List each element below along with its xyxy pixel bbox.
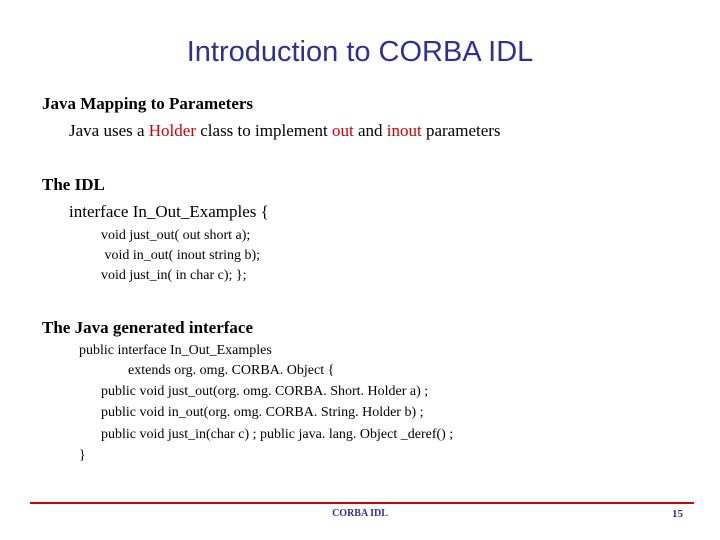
page-number: 15	[672, 508, 683, 520]
text-part: parameters	[421, 121, 501, 140]
slide-title: Introduction to CORBA IDL	[186, 36, 534, 68]
inout-keyword: inout	[386, 121, 422, 140]
text-part: and	[353, 121, 387, 140]
section-heading-idl: The IDL	[42, 175, 105, 194]
idl-method-line: void in_out( inout string b);	[101, 248, 261, 263]
section-heading-java-mapping: Java Mapping to Parameters	[42, 94, 254, 113]
footer-label: CORBA IDL	[332, 508, 388, 519]
holder-description	[69, 121, 501, 141]
java-code-line: public void in_out(org. omg. CORBA. String. Holder b) ;	[101, 405, 424, 420]
footer-divider	[30, 502, 694, 504]
idl-method-line: void just_in( in char c); };	[101, 268, 247, 283]
out-keyword: out	[331, 121, 354, 140]
section-heading-java-generated: The Java generated interface	[42, 318, 254, 337]
java-code-line: public void just_out(org. omg. CORBA. Short. Holder a) ;	[101, 384, 429, 399]
java-code-line: public void just_in(char c) ; public java. lang. Object _deref() ;	[101, 427, 454, 442]
idl-method-line: void just_out( out short a);	[101, 228, 251, 243]
java-code-closing-brace: }	[79, 448, 86, 463]
java-code-line: extends org. omg. CORBA. Object {	[128, 363, 335, 378]
idl-interface-declaration: interface In_Out_Examples {	[69, 202, 269, 221]
java-code-line: public interface In_Out_Examples	[79, 343, 272, 358]
holder-keyword: Holder	[148, 121, 196, 140]
text-part: class to implement	[196, 121, 332, 140]
text-part: Java uses a	[69, 121, 149, 140]
